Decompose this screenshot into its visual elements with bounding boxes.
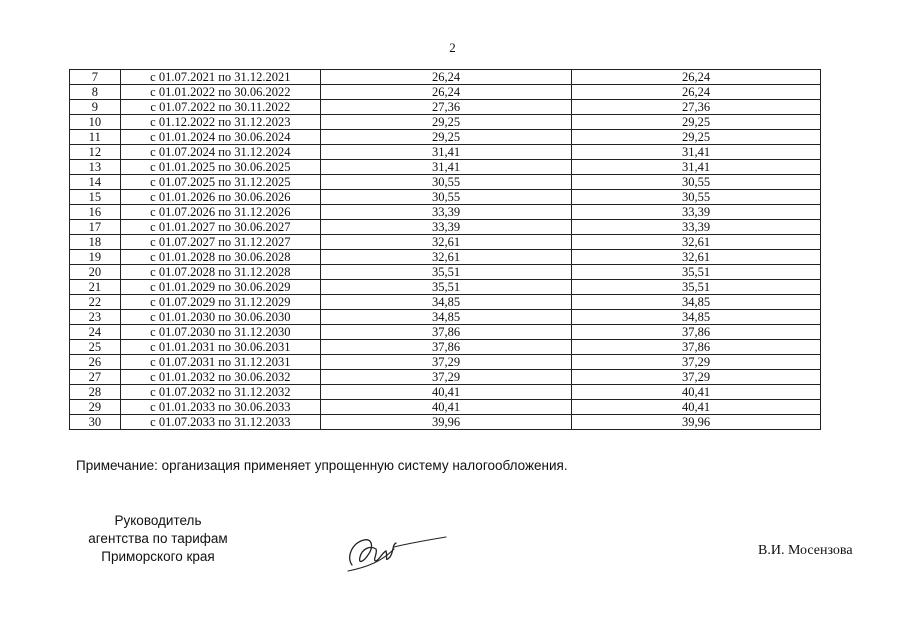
tariff-value-cell: 32,61 [572,235,821,250]
row-number-cell: 12 [70,145,121,160]
period-cell: с 01.01.2024 по 30.06.2024 [120,130,320,145]
tariff-value-cell: 29,25 [572,115,821,130]
table-row [70,400,821,415]
tariff-value-cell: 33,39 [321,220,572,235]
table-row [70,205,821,220]
tariff-value-cell: 40,41 [572,400,821,415]
row-number-cell: 23 [70,310,121,325]
tariff-value-cell: 26,24 [321,85,572,100]
tariff-value-cell: 37,29 [572,355,821,370]
row-number-cell: 13 [70,160,121,175]
signatory-title-line-2: агентства по тарифам [88,531,228,546]
row-number-cell: 10 [70,115,121,130]
table-row [70,325,821,340]
tariff-value-cell: 31,41 [321,145,572,160]
tariff-value-cell: 32,61 [321,250,572,265]
tariff-value-cell: 29,25 [321,115,572,130]
row-number-cell: 27 [70,370,121,385]
tariff-value-cell: 29,25 [321,130,572,145]
signatory-name: В.И. Мосензова [758,543,853,558]
table-row [70,415,821,430]
tariff-value-cell: 40,41 [321,400,572,415]
period-cell: с 01.01.2028 по 30.06.2028 [120,250,320,265]
period-cell: с 01.01.2031 по 30.06.2031 [120,340,320,355]
tariff-value-cell: 39,96 [572,415,821,430]
tariff-value-cell: 34,85 [572,310,821,325]
table-row [70,100,821,115]
tariff-value-cell: 37,86 [572,340,821,355]
row-number-cell: 20 [70,265,121,280]
tariff-value-cell: 27,36 [572,100,821,115]
period-cell: с 01.01.2027 по 30.06.2027 [120,220,320,235]
row-number-cell: 8 [70,85,121,100]
table-row [70,175,821,190]
table-row [70,355,821,370]
tariff-value-cell: 37,86 [321,325,572,340]
signatory-title-line-3: Приморского края [101,549,215,564]
row-number-cell: 30 [70,415,121,430]
signatory-title [78,512,238,566]
tariff-value-cell: 33,39 [572,220,821,235]
period-cell: с 01.07.2029 по 31.12.2029 [120,295,320,310]
tariff-value-cell: 31,41 [572,160,821,175]
page-number: 2 [449,40,456,55]
tariff-value-cell: 29,25 [572,130,821,145]
period-cell: с 01.01.2029 по 30.06.2029 [120,280,320,295]
period-cell: с 01.07.2030 по 31.12.2030 [120,325,320,340]
tariff-value-cell: 26,24 [572,85,821,100]
period-cell: с 01.12.2022 по 31.12.2023 [120,115,320,130]
row-number-cell: 17 [70,220,121,235]
tariff-value-cell: 30,55 [321,175,572,190]
row-number-cell: 21 [70,280,121,295]
period-cell: с 01.01.2022 по 30.06.2022 [120,85,320,100]
table-row [70,115,821,130]
period-cell: с 01.07.2028 по 31.12.2028 [120,265,320,280]
row-number-cell: 19 [70,250,121,265]
tariff-value-cell: 35,51 [572,265,821,280]
period-cell: с 01.07.2031 по 31.12.2031 [120,355,320,370]
tariff-value-cell: 40,41 [572,385,821,400]
tariff-value-cell: 32,61 [321,235,572,250]
period-cell: с 01.07.2021 по 31.12.2021 [120,70,320,85]
signatory-title-line-1: Руководитель [114,513,202,528]
row-number-cell: 14 [70,175,121,190]
tariff-value-cell: 35,51 [572,280,821,295]
tariff-table-body [70,70,821,430]
row-number-cell: 24 [70,325,121,340]
table-row [70,340,821,355]
period-cell: с 01.01.2032 по 30.06.2032 [120,370,320,385]
period-cell: с 01.07.2022 по 30.11.2022 [120,100,320,115]
table-row [70,385,821,400]
table-row [70,85,821,100]
period-cell: с 01.01.2030 по 30.06.2030 [120,310,320,325]
row-number-cell: 25 [70,340,121,355]
tariff-table [69,69,821,430]
tariff-value-cell: 37,29 [321,370,572,385]
tax-system-note: Примечание: организация применяет упрощенную систему налогообложения. [76,458,568,473]
row-number-cell: 29 [70,400,121,415]
table-row [70,235,821,250]
tariff-value-cell: 39,96 [321,415,572,430]
table-row [70,160,821,175]
period-cell: с 01.07.2025 по 31.12.2025 [120,175,320,190]
table-row [70,190,821,205]
table-row [70,70,821,85]
row-number-cell: 11 [70,130,121,145]
table-row [70,130,821,145]
tariff-value-cell: 31,41 [572,145,821,160]
row-number-cell: 15 [70,190,121,205]
tariff-value-cell: 30,55 [321,190,572,205]
tariff-value-cell: 34,85 [321,310,572,325]
row-number-cell: 22 [70,295,121,310]
tariff-value-cell: 33,39 [572,205,821,220]
tariff-value-cell: 35,51 [321,265,572,280]
period-cell: с 01.07.2026 по 31.12.2026 [120,205,320,220]
row-number-cell: 7 [70,70,121,85]
tariff-value-cell: 37,86 [321,340,572,355]
tariff-value-cell: 37,86 [572,325,821,340]
tariff-value-cell: 27,36 [321,100,572,115]
tariff-value-cell: 33,39 [321,205,572,220]
table-row [70,310,821,325]
tariff-value-cell: 26,24 [572,70,821,85]
table-row [70,250,821,265]
period-cell: с 01.07.2024 по 31.12.2024 [120,145,320,160]
table-row [70,295,821,310]
tariff-value-cell: 37,29 [572,370,821,385]
tariff-value-cell: 32,61 [572,250,821,265]
period-cell: с 01.01.2026 по 30.06.2026 [120,190,320,205]
tariff-value-cell: 35,51 [321,280,572,295]
table-row [70,265,821,280]
table-row [70,220,821,235]
table-row [70,280,821,295]
tariff-value-cell: 40,41 [321,385,572,400]
row-number-cell: 16 [70,205,121,220]
tariff-value-cell: 30,55 [572,175,821,190]
row-number-cell: 26 [70,355,121,370]
table-row [70,145,821,160]
period-cell: с 01.01.2025 по 30.06.2025 [120,160,320,175]
row-number-cell: 9 [70,100,121,115]
tariff-value-cell: 26,24 [321,70,572,85]
period-cell: с 01.07.2027 по 31.12.2027 [120,235,320,250]
table-row [70,370,821,385]
row-number-cell: 28 [70,385,121,400]
tariff-value-cell: 31,41 [321,160,572,175]
tariff-value-cell: 30,55 [572,190,821,205]
period-cell: с 01.07.2033 по 31.12.2033 [120,415,320,430]
period-cell: с 01.01.2033 по 30.06.2033 [120,400,320,415]
handwritten-signature [338,527,450,579]
period-cell: с 01.07.2032 по 31.12.2032 [120,385,320,400]
tariff-value-cell: 34,85 [572,295,821,310]
tariff-value-cell: 37,29 [321,355,572,370]
tariff-value-cell: 34,85 [321,295,572,310]
row-number-cell: 18 [70,235,121,250]
